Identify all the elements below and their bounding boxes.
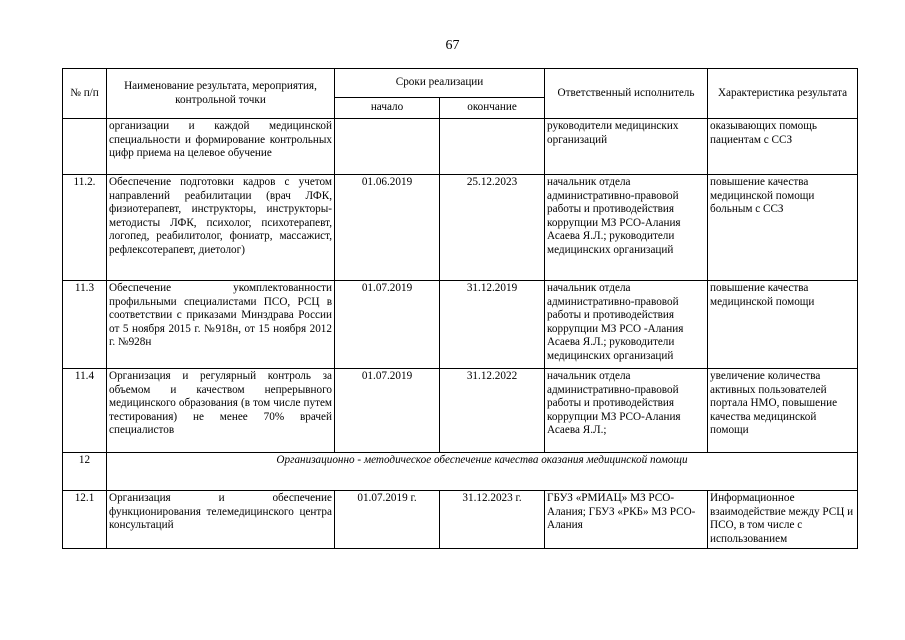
- row-executor: начальник отдела административно-правовой работы и противодействия коррупции МЗ РСО -Алания Асаева Я.Л.; руководители медицинских организаций: [545, 281, 708, 369]
- table-row: [63, 119, 858, 175]
- row-executor: руководители медицинских организаций: [545, 119, 708, 175]
- header-row: [63, 69, 858, 98]
- row-num: 11.3: [63, 281, 107, 369]
- row-result: повышение качества медицинской помощи: [708, 281, 858, 369]
- implementation-plan-table: [62, 68, 858, 549]
- row-end: 25.12.2023: [440, 175, 545, 281]
- row-executor: начальник отдела административно-правовой работы и противодействия коррупции МЗ РСО-Алания Асаева Я.Л.; руководители медицинских организаций: [545, 175, 708, 281]
- header-name: Наименование результата, мероприятия, контрольной точки: [107, 69, 335, 119]
- row-start: 01.07.2019 г.: [335, 491, 440, 549]
- row-start: [335, 119, 440, 175]
- row-result: Информационное взаимодействие между РСЦ и ПСО, в том числе с использованием: [708, 491, 858, 549]
- header-start: начало: [335, 98, 440, 119]
- row-executor: начальник отдела административно-правовой работы и противодействия коррупции МЗ РСО-Алания Асаева Я.Л.;: [545, 369, 708, 453]
- section-num: 12: [63, 453, 107, 491]
- header-end: окончание: [440, 98, 545, 119]
- row-name: Организация и регулярный контроль за объемом и качеством непрерывного медицинского образования (в том числе путем тестирования) не менее 70% врачей специалистов: [107, 369, 335, 453]
- row-name: Обеспечение подготовки кадров с учетом направлений реабилитации (врач ЛФК, физиотерапевт, инструкторы, инструкторы-методисты ЛФК, психолог, психотерапевт, логопед, реабилитолог, фониатр, массажист, рефлексотерапевт, диетолог): [107, 175, 335, 281]
- row-start: 01.07.2019: [335, 369, 440, 453]
- row-executor: ГБУЗ «РМИАЦ» МЗ РСО-Алания; ГБУЗ «РКБ» МЗ РСО-Алания: [545, 491, 708, 549]
- row-end: 31.12.2022: [440, 369, 545, 453]
- header-deadlines: Сроки реализации: [335, 69, 545, 98]
- row-start: 01.07.2019: [335, 281, 440, 369]
- row-end: 31.12.2019: [440, 281, 545, 369]
- section-row: [63, 453, 858, 491]
- row-num: 11.4: [63, 369, 107, 453]
- row-name: Обеспечение укомплектованности профильными специалистами ПСО, РСЦ в соответствии с приказами Минздрава России от 5 ноября 2015 г. №918н, от 15 ноября 2012 г. №928н: [107, 281, 335, 369]
- table-row: [63, 369, 858, 453]
- page-number: 67: [445, 38, 460, 53]
- row-num: 11.2.: [63, 175, 107, 281]
- table-row: [63, 175, 858, 281]
- row-num: [63, 119, 107, 175]
- section-title: Организационно - методическое обеспечение качества оказания медицинской помощи: [107, 453, 858, 491]
- row-start: 01.06.2019: [335, 175, 440, 281]
- row-name: Организация и обеспечение функционирования телемедицинского центра консультаций: [107, 491, 335, 549]
- row-result: повышение качества медицинской помощи больным с ССЗ: [708, 175, 858, 281]
- row-num: 12.1: [63, 491, 107, 549]
- header-num: № п/п: [63, 69, 107, 119]
- row-end: [440, 119, 545, 175]
- row-end: 31.12.2023 г.: [440, 491, 545, 549]
- row-result: оказывающих помощь пациентам с ССЗ: [708, 119, 858, 175]
- row-result: увеличение количества активных пользователей портала НМО, повышение качества медицинской помощи: [708, 369, 858, 453]
- table-row: [63, 491, 858, 549]
- table-row: [63, 281, 858, 369]
- header-result: Характеристика результата: [708, 69, 858, 119]
- row-name: организации и каждой медицинской специальности и формирование контрольных цифр приема на целевое обучение: [107, 119, 335, 175]
- header-executor: Ответственный исполнитель: [545, 69, 708, 119]
